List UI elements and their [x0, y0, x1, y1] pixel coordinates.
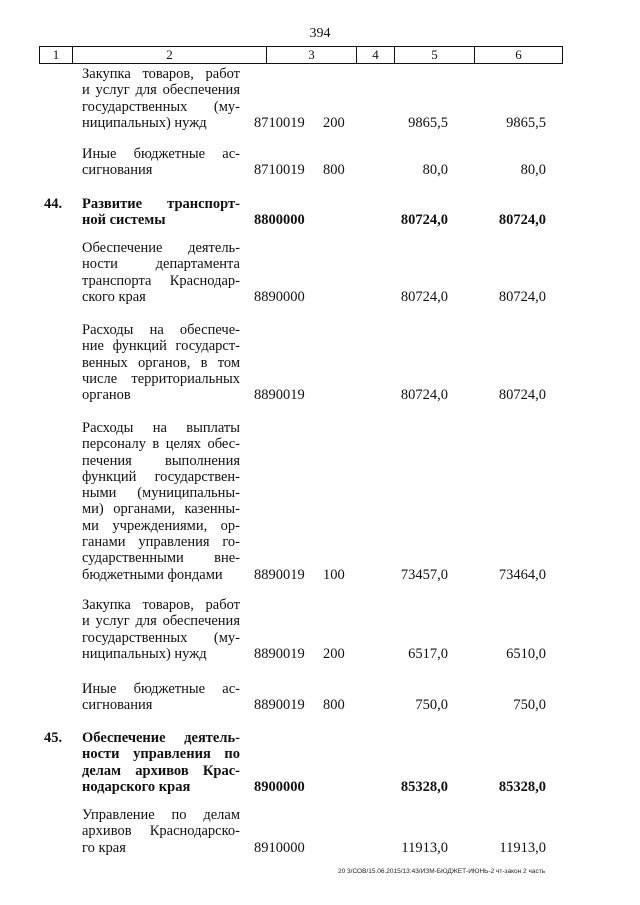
description-line: Иные бюджетные ас- — [82, 681, 240, 697]
row-description — [82, 807, 240, 856]
footer-note: 20 3/СОВ/15.06.2015/13:43/ИЗМ-БЮДЖЕТ-ИЮНЬ-2 чт-закон 2 часть — [338, 868, 546, 875]
row-amount-col6: 80,0 — [520, 162, 546, 179]
row-amount-col5: 6517,0 — [408, 645, 448, 662]
row-code: 8710019 — [254, 162, 305, 179]
row-description — [82, 146, 240, 179]
description-line: Развитие транспорт- — [82, 196, 240, 212]
row-amount-col6: 6510,0 — [506, 645, 546, 662]
header-col-1: 1 — [52, 47, 60, 62]
description-line: ганами управления го- — [82, 534, 240, 551]
description-line: и услуг для обеспечения — [82, 82, 240, 99]
row-amount-col5: 11913,0 — [401, 839, 448, 856]
row-description — [82, 681, 240, 714]
header-col-4: 4 — [356, 47, 394, 63]
description-line: органов — [82, 387, 131, 404]
description-line: и услуг для обеспечения — [82, 613, 240, 630]
row-amount-col5: 9865,5 — [408, 114, 448, 131]
description-line: делам архивов Крас- — [82, 762, 240, 779]
row-code: 8900000 — [254, 778, 305, 795]
row-number: 45. — [44, 730, 63, 746]
header-col-2: 2 — [72, 47, 266, 63]
description-line: государственных (му- — [82, 629, 240, 646]
description-line: ние функций государст- — [82, 338, 240, 355]
row-code: 8890000 — [254, 288, 305, 305]
description-line: Расходы на выплаты — [82, 420, 240, 436]
row-amount-col6: 80724,0 — [498, 387, 546, 404]
header-col-5: 5 — [394, 47, 474, 63]
description-line: архивов Краснодарско- — [82, 823, 240, 840]
row-amount-col5: 750,0 — [415, 697, 448, 714]
description-line: транспорта Краснодар- — [82, 272, 240, 289]
row-amount-col5: 73457,0 — [400, 566, 448, 583]
row-expense-type: 200 — [323, 645, 345, 662]
row-amount-col5: 80,0 — [422, 162, 448, 179]
row-expense-type: 200 — [323, 114, 345, 131]
row-code: 8910000 — [254, 839, 305, 856]
row-code: 8890019 — [254, 387, 305, 404]
row-amount-col5: 80724,0 — [400, 387, 448, 404]
description-line: Закупка товаров, работ — [82, 597, 240, 613]
description-line: сударственными вне- — [82, 550, 240, 567]
row-description — [82, 240, 240, 305]
row-expense-type: 800 — [323, 162, 345, 179]
row-amount-col6: 85328,0 — [498, 778, 546, 795]
description-line: числе территориальных — [82, 370, 240, 387]
description-line: Закупка товаров, работ — [82, 66, 240, 82]
description-line: ности управления по — [82, 746, 240, 763]
row-number: 44. — [44, 196, 63, 212]
page-number: 394 — [309, 26, 331, 41]
table-header — [39, 46, 563, 64]
row-description — [82, 322, 240, 403]
description-line: ной системы — [82, 212, 166, 229]
description-line: бюджетными фондами — [82, 566, 223, 583]
row-code: 8800000 — [254, 212, 305, 229]
description-line: венных органов, в том — [82, 354, 240, 371]
description-line: печения выполнения — [82, 452, 240, 469]
description-line: ми) органами, казенны- — [82, 501, 240, 518]
row-description — [82, 597, 240, 662]
row-code: 8890019 — [254, 566, 305, 583]
row-amount-col5: 80724,0 — [400, 212, 448, 229]
row-amount-col6: 750,0 — [513, 697, 546, 714]
header-col-3: 3 — [266, 47, 356, 63]
description-line: го края — [82, 839, 126, 856]
description-line: Расходы на обеспече- — [82, 322, 240, 338]
row-code: 8710019 — [254, 114, 305, 131]
row-description — [82, 196, 240, 229]
row-amount-col6: 80724,0 — [498, 288, 546, 305]
row-amount-col6: 80724,0 — [498, 212, 546, 229]
description-line: ми учреждениями, ор- — [82, 517, 240, 534]
row-amount-col5: 85328,0 — [400, 778, 448, 795]
description-line: Обеспечение деятель- — [82, 730, 240, 746]
description-line: ского края — [82, 288, 146, 305]
description-line: ниципальных) нужд — [82, 114, 207, 131]
description-line: Иные бюджетные ас- — [82, 146, 240, 162]
description-line: Управление по делам — [82, 807, 240, 823]
description-line: Обеспечение деятель- — [82, 240, 240, 256]
row-code: 8890019 — [254, 697, 305, 714]
row-expense-type: 100 — [323, 566, 345, 583]
row-amount-col6: 11913,0 — [499, 839, 546, 856]
description-line: нодарского края — [82, 778, 191, 795]
row-amount-col5: 80724,0 — [400, 288, 448, 305]
description-line: сигнования — [82, 162, 153, 179]
description-line: сигнования — [82, 697, 153, 714]
row-description — [82, 730, 240, 795]
description-line: ности департамента — [82, 256, 240, 273]
description-line: персоналу в целях обес- — [82, 436, 240, 453]
description-line: ными (муниципальны- — [82, 485, 240, 502]
row-expense-type: 800 — [323, 697, 345, 714]
row-code: 8890019 — [254, 645, 305, 662]
row-description — [82, 420, 240, 583]
row-amount-col6: 73464,0 — [498, 566, 546, 583]
row-description — [82, 66, 240, 131]
description-line: функций государствен- — [82, 468, 240, 485]
description-line: ниципальных) нужд — [82, 645, 207, 662]
row-amount-col6: 9865,5 — [506, 114, 546, 131]
description-line: государственных (му- — [82, 98, 240, 115]
header-col-6: 6 — [474, 47, 562, 63]
